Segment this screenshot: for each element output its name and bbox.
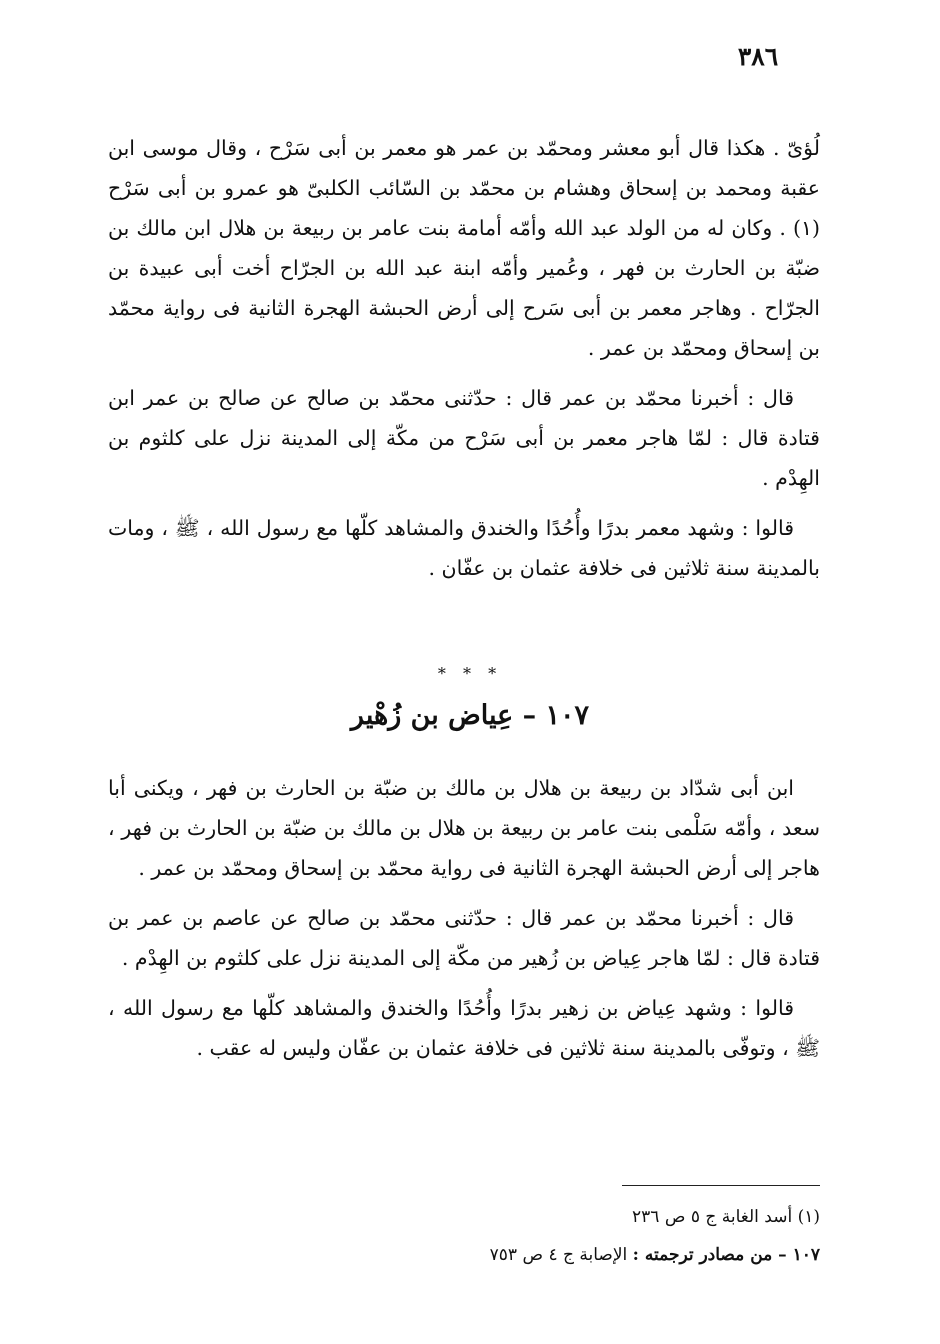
page-number: ٣٨٦ <box>737 42 779 71</box>
footnote-divider <box>622 1185 820 1186</box>
paragraph: لُؤىّ . هكذا قال أبو معشر ومحمّد بن عمر هو معمر بن أبى سَرْح ، وقال موسى ابن عقبة ومحمد بن إسحاق وهشام بن محمّد بن السّائب الكلبىّ هو عمرو بن أبى سَرْح (١) . وكان له من الولد عبد الله وأمّه أمامة بنت عامر بن ربيعة بن هلال ابن مالك بن ضبّة بن الحارث بن فهر ، وعُمير وأمّه ابنة عبد الله بن الجرّاح أخت أبى عبيدة بن الجرّاح . وهاجر معمر بن أبى سَرح إلى أرض الحبشة الهجرة الثانية فى رواية محمّد بن إسحاق ومحمّد بن عمر . <box>108 136 820 360</box>
paragraph: قالوا : وشهد عِياض بن زهير بدرًا وأُحُدًا والخندق والمشاهد كلّها مع رسول الله ، ﷺ ، وتوفّى بالمدينة سنة ثلاثين فى خلافة عثمان بن عفّان وليس له عقب . <box>108 996 820 1060</box>
section-separator: * * * <box>437 664 503 683</box>
section-2-text <box>108 768 820 1068</box>
entry-heading: ١٠٧ – عِياض بن زُهْير <box>350 700 590 731</box>
footnote: (١) أسد الغابة ج ٥ ص ٢٣٦ <box>632 1207 820 1227</box>
paragraph: قال : أخبرنا محمّد بن عمر قال : حدّثنى محمّد بن صالح عن صالح بن عمر ابن قتادة قال : لمّا هاجر معمر بن أبى سَرْح من مكّة إلى المدينة نزل على كلثوم بن الهِدْم . <box>108 386 820 490</box>
paragraph: قالوا : وشهد معمر بدرًا وأُحُدًا والخندق والمشاهد كلّها مع رسول الله ، ﷺ ، ومات بالمدينة سنة ثلاثين فى خلافة عثمان بن عفّان . <box>108 516 820 580</box>
footnotes <box>300 1198 820 1274</box>
footnote-entry-label: ١٠٧ – من مصادر ترجمته : <box>632 1245 820 1265</box>
paragraph: قال : أخبرنا محمّد بن عمر قال : حدّثنى محمّد بن صالح عن عاصم بن عمر بن قتادة قال : لمّا هاجر عِياض بن زُهير من مكّة إلى المدينة نزل على كلثوم بن الهِدْم . <box>108 906 820 970</box>
paragraph: ابن أبى شدّاد بن ربيعة بن هلال بن مالك بن ضبّة بن الحارث بن فهر ، ويكنى أبا سعد ، وأمّه سَلْمى بنت عامر بن ربيعة بن هلال بن مالك بن ضبّة بن الحارث بن فهر ، هاجر إلى أرض الحبشة الهجرة الثانية فى رواية محمّد بن إسحاق ومحمّد بن عمر . <box>108 776 820 880</box>
footnote <box>300 1236 820 1274</box>
footnote-source: الإصابة ج ٤ ص ٧٥٣ <box>489 1245 628 1265</box>
section-1-text <box>108 128 820 588</box>
